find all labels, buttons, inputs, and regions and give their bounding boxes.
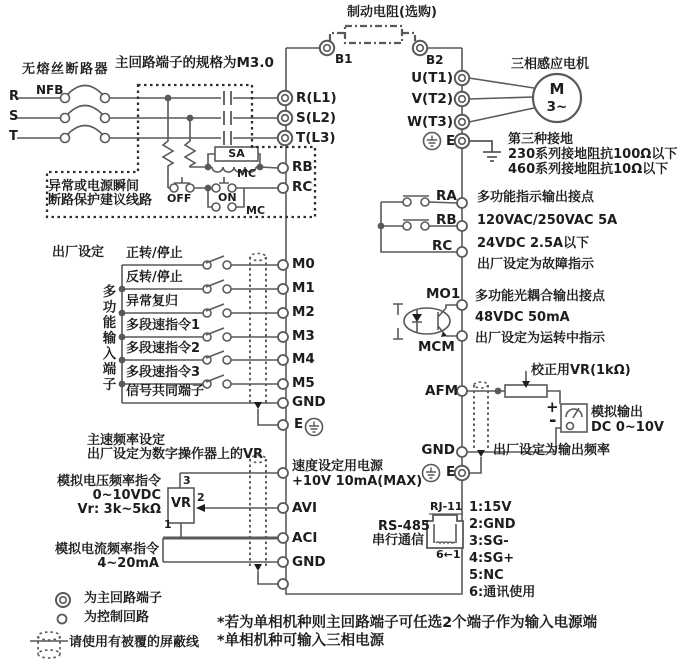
legend-main-terminal-text: 为主回路端子 — [84, 591, 163, 606]
vr-pin2-label: 2 — [197, 491, 205, 504]
vr-pot-label: VR — [170, 496, 192, 511]
motor-m-label: M — [549, 80, 565, 98]
photo-note-line2: 48VDC 50mA — [475, 310, 570, 325]
rj11-pin-2: 2:GND — [469, 517, 516, 532]
current-cmd-line1: 模拟电流频率指令 — [54, 542, 159, 557]
terminal-u-t1-label: U(T1) — [411, 70, 453, 86]
calibration-vr-label: 校正用VR(1kΩ) — [531, 363, 631, 378]
meter-plus-label: + — [546, 398, 559, 416]
speed-power-line2: +10V 10mA(MAX) — [292, 474, 423, 489]
rj11-pin-direction-label: 6←1 — [436, 548, 461, 561]
meter-minus-label: - — [549, 410, 557, 431]
terminal-b1 — [320, 41, 334, 55]
rj11-connector — [427, 514, 463, 548]
protection-note-line2: 断路保护建议线路 — [48, 193, 153, 208]
analog-shield-tube — [250, 456, 278, 585]
terminal-r-l1-label: R(L1) — [296, 90, 337, 106]
phase-r-label: R — [9, 89, 20, 104]
photo-note-line3: 出厂设定为运转中指示 — [475, 331, 606, 346]
input-row-label: 多段速指令2 — [126, 341, 201, 356]
terminal-e-right-bottom — [455, 466, 469, 480]
legend-shield-text: 请使用有被覆的屏蔽线 — [69, 635, 200, 650]
photocoupler-output — [393, 300, 467, 341]
earth-ground-symbol — [469, 141, 501, 161]
terminal-rb-right-label: RB — [436, 212, 457, 228]
rj11-pin-6: 6:通讯使用 — [469, 585, 536, 600]
ground-460-note: 460系列接地阻抗10Ω以下 — [508, 162, 669, 177]
terminal-e-input-label: E — [294, 416, 304, 432]
terminal-rc-left-label: RC — [292, 179, 313, 195]
terminal-b1-label: B1 — [335, 52, 353, 66]
ground-title: 第三种接地 — [508, 132, 574, 147]
rj11-pin-3: 3:SG- — [469, 534, 509, 549]
input-row-label: 多段速指令3 — [126, 365, 201, 380]
relay-note-line4: 出厂设定为故障指示 — [477, 257, 595, 272]
main-freq-line2: 出厂设定为数字操作器上的VR — [87, 447, 264, 462]
terminal-ra-label: RA — [436, 188, 457, 204]
relay-note-line1: 多功能指示输出接点 — [477, 190, 595, 205]
phase-s-label: S — [9, 109, 19, 124]
relay-note-line3: 24VDC 2.5A以下 — [477, 236, 590, 251]
main-terminal-spec: 主回路端子的规格为M3.0 — [115, 55, 274, 71]
terminal-v-t2-label: V(T2) — [411, 91, 453, 107]
photo-note-line1: 多功能光耦合输出接点 — [475, 289, 606, 304]
main-freq-line1: 主速频率设定 — [87, 433, 166, 448]
terminal-r-l1 — [278, 91, 292, 105]
input-row-label: 多段速指令1 — [126, 318, 201, 333]
input-row-label: 信号共同端子 — [126, 384, 205, 399]
voltage-cmd-line1: 模拟电压频率指令 — [56, 474, 161, 489]
speed-power-line1: 速度设定用电源 — [292, 459, 384, 474]
terminal-t-l3-label: T(L3) — [296, 130, 336, 146]
afm-factory-note: 出厂设定为输出频率 — [493, 443, 611, 458]
terminal-aci-label: ACI — [292, 530, 318, 546]
terminal-u-t1 — [455, 71, 469, 85]
on-button-label: ON — [218, 191, 237, 204]
terminal-e-right-top — [455, 134, 469, 148]
analog-input-circuit — [163, 468, 288, 589]
terminal-v-t2 — [455, 92, 469, 106]
terminal-m0-label: M0 — [292, 256, 315, 272]
rj11-label: RJ-11 — [430, 500, 463, 513]
input-row-label: 异常复归 — [126, 294, 179, 309]
factory-setting-label: 出厂设定 — [52, 245, 105, 260]
terminal-m2-label: M2 — [292, 304, 315, 320]
terminal-s-l2 — [278, 111, 292, 125]
terminal-w-t3 — [455, 115, 469, 129]
terminal-avi-label: AVI — [292, 500, 318, 516]
sa-label: SA — [228, 147, 245, 160]
relay-note-line2: 120VAC/250VAC 5A — [477, 213, 618, 228]
input-shield-tube — [250, 254, 278, 426]
legend-control-circuit-text: 为控制回路 — [84, 610, 150, 625]
voltage-cmd-line3: Vr: 3k~5kΩ — [77, 502, 161, 517]
footnote-line1: *若为单相机种则主回路端子可任选2个端子作为输入电源端 — [217, 615, 598, 631]
terminal-b2-label: B2 — [426, 53, 444, 67]
current-cmd-line2: 4~20mA — [97, 556, 159, 571]
ground-symbol-e-bottom — [423, 465, 440, 482]
terminal-e-afm-label: E — [446, 464, 456, 480]
terminal-m3-label: M3 — [292, 328, 315, 344]
terminal-m1-label: M1 — [292, 280, 315, 296]
terminal-w-t3-label: W(T3) — [407, 114, 453, 130]
terminal-afm-label: AFM — [425, 383, 459, 399]
terminal-s-l2-label: S(L2) — [296, 110, 337, 126]
multifunction-input-vertical-label: 多功能输入端子 — [99, 284, 116, 393]
analog-output-line1: 模拟输出 — [591, 405, 644, 420]
terminal-gnd-afm-label: GND — [421, 442, 455, 458]
terminal-m4-label: M4 — [292, 351, 315, 367]
off-button-label: OFF — [167, 192, 192, 205]
nfb-label: NFB — [36, 83, 64, 97]
terminal-e-top-label: E — [446, 133, 456, 149]
terminal-rb-left-label: RB — [292, 159, 313, 175]
nfb-title: 无熔丝断路器 — [22, 62, 110, 77]
phase-t-label: T — [9, 129, 18, 144]
serial-comm-label: 串行通信 — [372, 533, 425, 548]
ground-symbol-e-top — [424, 133, 441, 150]
ground-symbol-input-e — [306, 419, 323, 436]
terminal-m5-label: M5 — [292, 375, 315, 391]
vr-pin1-label: 1 — [164, 518, 172, 531]
motor-title: 三相感应电机 — [511, 57, 590, 72]
input-row-label: 正转/停止 — [126, 246, 183, 261]
terminal-gnd-input-label: GND — [292, 394, 326, 410]
rj11-pin-4: 4:SG+ — [469, 551, 515, 566]
protection-note-line1: 异常或电源瞬间 — [48, 179, 140, 194]
ground-230-note: 230系列接地阻抗100Ω以下 — [508, 147, 678, 162]
legend-control-terminal-symbol — [58, 615, 67, 624]
rs485-label: RS-485 — [378, 519, 430, 534]
terminal-mcm-label: MCM — [418, 339, 455, 355]
terminal-rc-right-label: RC — [432, 238, 453, 254]
terminal-gnd-analog-label: GND — [292, 554, 326, 570]
brake-resistor-label: 制动电阻(选购) — [347, 5, 437, 20]
voltage-cmd-line2: 0~10VDC — [92, 488, 161, 503]
mc-contact-label: MC — [246, 204, 266, 217]
legend-main-terminal-symbol — [56, 593, 70, 607]
footnote-line2: *单相机种可输入三相电源 — [217, 633, 385, 649]
legend-shield-symbol — [30, 632, 68, 658]
brake-resistor-symbol — [330, 26, 415, 43]
rj11-pin-5: 5:NC — [469, 568, 504, 583]
afm-shield-tube — [470, 382, 488, 473]
vr-pin3-label: 3 — [183, 474, 191, 487]
motor-phase-label: 3~ — [546, 99, 568, 115]
mc-coil-label: MC — [237, 167, 257, 180]
analog-output-line2: DC 0~10V — [591, 420, 664, 435]
terminal-t-l3 — [278, 131, 292, 145]
rj11-pin-1: 1:15V — [469, 500, 512, 515]
terminal-mo1-label: MO1 — [426, 286, 461, 302]
input-row-label: 反转/停止 — [126, 270, 183, 285]
